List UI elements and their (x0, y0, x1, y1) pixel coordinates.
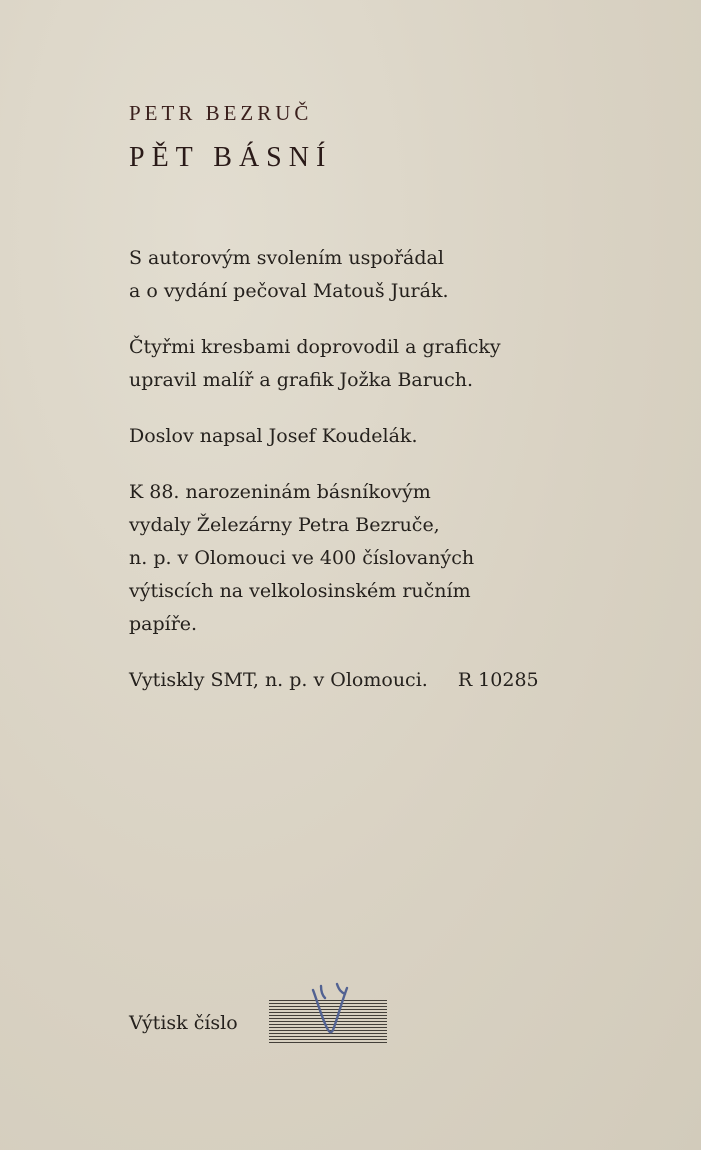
text-line: vydaly Železárny Petra Bezruče, (129, 514, 440, 536)
publication-code: R 10285 (457, 669, 539, 691)
text-line: K 88. narozeninám básníkovým (129, 481, 431, 503)
text-line: výtiscích na velkolosinském ručním (129, 580, 471, 602)
text-line: papíře. (129, 613, 198, 635)
editor-credit (129, 242, 449, 308)
printer-line (129, 664, 539, 697)
text-line: n. p. v Olomouci ve 400 číslovaných (129, 547, 475, 569)
text-line: S autorovým svolením uspořádal (129, 247, 444, 269)
text-line: Čtyřmi kresbami doprovodil a graficky (129, 336, 501, 358)
illustrator-credit (129, 331, 501, 397)
afterword-credit (129, 420, 417, 453)
text-line: Doslov napsal Josef Koudelák. (129, 425, 418, 447)
handwritten-number-mark (307, 982, 357, 1046)
text-line: a o vydání pečoval Matouš Jurák. (129, 280, 449, 302)
copy-number-label: Výtisk číslo (129, 1012, 238, 1034)
text-line: upravil malíř a grafik Jožka Baruch. (129, 369, 473, 391)
book-title: PĚT BÁSNÍ (129, 142, 333, 173)
copy-number-field (269, 1000, 387, 1044)
edition-note (129, 476, 474, 641)
author-name: PETR BEZRUČ (129, 101, 313, 125)
printer-credit: Vytiskly SMT, n. p. v Olomouci. (129, 669, 428, 691)
